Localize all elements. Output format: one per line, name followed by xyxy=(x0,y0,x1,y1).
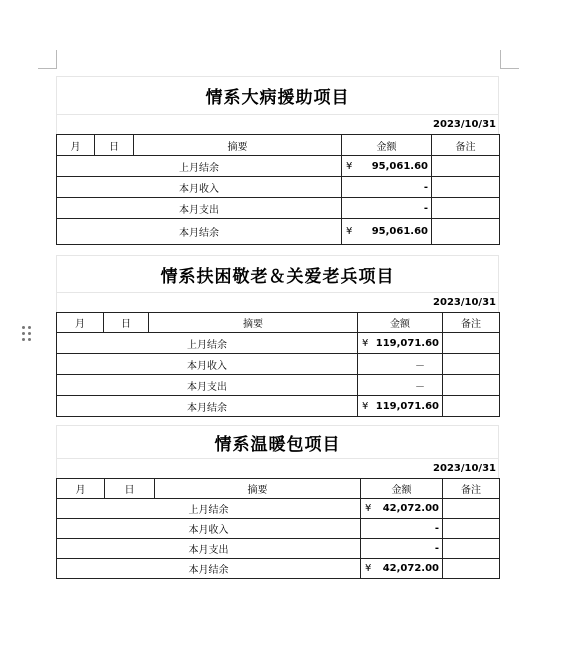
amount-cell xyxy=(342,177,432,198)
table-row xyxy=(57,559,500,579)
currency-symbol: ¥ xyxy=(362,337,369,349)
row-label: 本月收入 xyxy=(57,519,361,539)
drag-handle-icon[interactable] xyxy=(22,326,32,340)
header-amount: 金额 xyxy=(342,135,432,156)
amount-value: － xyxy=(415,360,425,372)
amount-value: 42,072.00 xyxy=(382,503,439,514)
fund-table xyxy=(56,134,500,245)
table-header-row xyxy=(57,313,500,333)
crop-mark-top-left xyxy=(38,50,57,69)
currency-symbol: ¥ xyxy=(346,226,353,237)
row-label: 本月支出 xyxy=(57,198,342,219)
crop-mark-top-right xyxy=(500,50,519,69)
header-remark: 备注 xyxy=(443,313,500,333)
amount-value: 95,061.60 xyxy=(371,226,428,237)
currency-symbol: ¥ xyxy=(346,160,353,172)
header-month: 月 xyxy=(57,313,104,333)
header-month: 月 xyxy=(57,479,105,499)
remark-cell xyxy=(443,333,500,354)
header-day: 日 xyxy=(95,135,134,156)
row-label: 上月结余 xyxy=(57,499,361,519)
amount-cell xyxy=(358,333,443,354)
table-row xyxy=(57,396,500,417)
amount-cell xyxy=(361,559,443,579)
header-day: 日 xyxy=(105,479,155,499)
amount-value: 119,071.60 xyxy=(375,337,439,349)
header-day: 日 xyxy=(104,313,149,333)
currency-symbol: ¥ xyxy=(362,400,369,412)
row-label: 上月结余 xyxy=(57,333,358,354)
table-row xyxy=(57,333,500,354)
fund-section-2 xyxy=(56,255,499,417)
remark-cell xyxy=(432,156,500,177)
remark-cell xyxy=(443,519,500,539)
fund-section-1 xyxy=(56,76,499,245)
header-summary: 摘要 xyxy=(149,313,358,333)
table-row xyxy=(57,499,500,519)
amount-value: 119,071.60 xyxy=(375,400,439,412)
row-label: 本月结余 xyxy=(57,396,358,417)
header-amount: 金额 xyxy=(361,479,443,499)
section-title: 情系扶困敬老＆关爱老兵项目 xyxy=(56,255,499,292)
report-date: 2023/10/31 xyxy=(56,292,499,312)
table-row xyxy=(57,354,500,375)
amount-cell xyxy=(358,354,443,375)
remark-cell xyxy=(443,499,500,519)
table-header-row xyxy=(57,135,500,156)
amount-cell xyxy=(342,198,432,219)
row-label: 本月支出 xyxy=(57,539,361,559)
remark-cell xyxy=(443,396,500,417)
currency-symbol: ¥ xyxy=(365,503,372,514)
amount-cell xyxy=(358,375,443,396)
fund-section-3 xyxy=(56,425,499,579)
currency-symbol: ¥ xyxy=(365,563,372,574)
table-row xyxy=(57,198,500,219)
amount-cell xyxy=(342,219,432,245)
header-amount: 金额 xyxy=(358,313,443,333)
amount-cell xyxy=(361,539,443,559)
row-label: 本月结余 xyxy=(57,559,361,579)
remark-cell xyxy=(432,177,500,198)
remark-cell xyxy=(443,375,500,396)
table-row xyxy=(57,177,500,198)
section-title: 情系大病援助项目 xyxy=(56,76,499,114)
report-date: 2023/10/31 xyxy=(56,114,499,134)
header-summary: 摘要 xyxy=(134,135,342,156)
header-remark: 备注 xyxy=(432,135,500,156)
amount-value: 42,072.00 xyxy=(382,563,439,574)
section-title: 情系温暖包项目 xyxy=(56,425,499,458)
table-header-row xyxy=(57,479,500,499)
amount-value: - xyxy=(423,181,428,193)
amount-value: － xyxy=(415,381,425,393)
fund-table xyxy=(56,312,500,417)
table-row xyxy=(57,539,500,559)
row-label: 上月结余 xyxy=(57,156,342,177)
remark-cell xyxy=(443,354,500,375)
remark-cell xyxy=(432,219,500,245)
amount-value: - xyxy=(434,523,439,534)
remark-cell xyxy=(432,198,500,219)
table-row xyxy=(57,156,500,177)
amount-value: - xyxy=(423,202,428,214)
fund-table xyxy=(56,478,500,579)
row-label: 本月结余 xyxy=(57,219,342,245)
amount-cell xyxy=(342,156,432,177)
amount-value: 95,061.60 xyxy=(371,160,428,172)
remark-cell xyxy=(443,559,500,579)
row-label: 本月支出 xyxy=(57,375,358,396)
header-summary: 摘要 xyxy=(155,479,361,499)
amount-cell xyxy=(358,396,443,417)
header-remark: 备注 xyxy=(443,479,500,499)
report-date: 2023/10/31 xyxy=(56,458,499,478)
remark-cell xyxy=(443,539,500,559)
amount-cell xyxy=(361,499,443,519)
row-label: 本月收入 xyxy=(57,177,342,198)
table-row xyxy=(57,375,500,396)
row-label: 本月收入 xyxy=(57,354,358,375)
table-row xyxy=(57,219,500,245)
amount-cell xyxy=(361,519,443,539)
amount-value: - xyxy=(434,543,439,554)
header-month: 月 xyxy=(57,135,95,156)
table-row xyxy=(57,519,500,539)
